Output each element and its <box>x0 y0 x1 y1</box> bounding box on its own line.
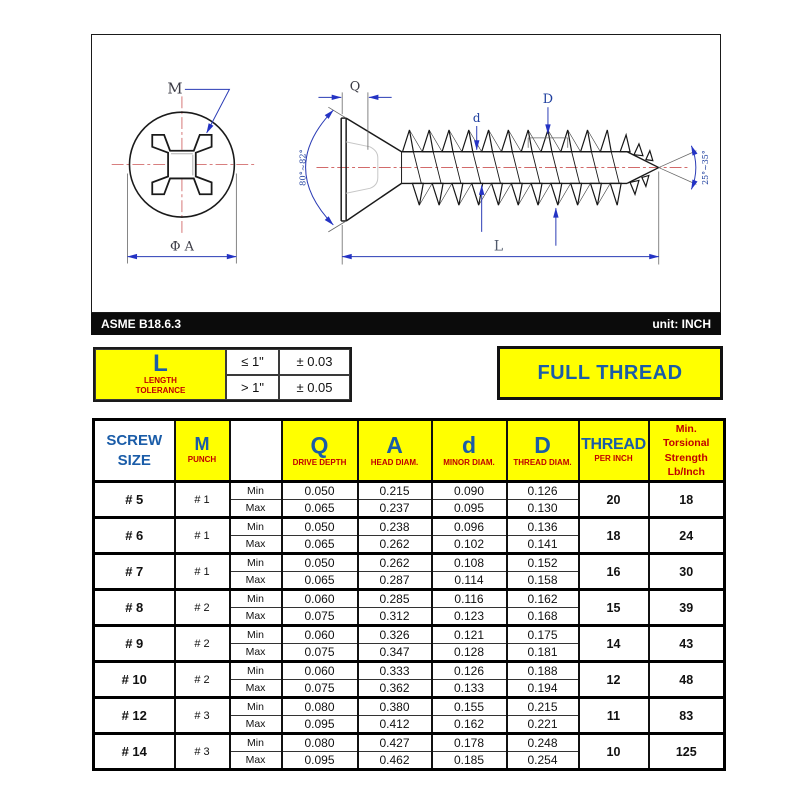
dd-min-cell: 0.136 <box>507 518 579 536</box>
header-minor-diam: d MINOR DIAM. <box>432 420 507 482</box>
table-row <box>94 482 725 500</box>
a-min-cell: 0.326 <box>358 626 432 644</box>
q-max-cell: 0.065 <box>282 536 358 554</box>
tolerance-caption-line2: TOLERANCE <box>135 385 186 395</box>
max-label-cell: Max <box>230 536 282 554</box>
header-torsional-strength: Min. Torsional Strength Lb/Inch <box>649 420 725 482</box>
length-label: L <box>493 238 504 255</box>
a-max-cell: 0.237 <box>358 500 432 518</box>
min-label-cell: Min <box>230 518 282 536</box>
q-min-cell: 0.050 <box>282 554 358 572</box>
q-max-cell: 0.095 <box>282 716 358 734</box>
min-label-cell: Min <box>230 590 282 608</box>
header-row <box>94 420 725 482</box>
dd-min-cell: 0.248 <box>507 734 579 752</box>
d-max-cell: 0.185 <box>432 752 507 770</box>
full-thread-banner <box>497 346 723 400</box>
header-screw-size: SCREW SIZE <box>94 420 175 482</box>
screw-outline <box>341 118 659 221</box>
header-empty <box>230 420 282 482</box>
strength-cell: 39 <box>649 590 725 626</box>
punch-cell: # 3 <box>175 698 230 734</box>
strength-cell: 30 <box>649 554 725 590</box>
dd-max-cell: 0.158 <box>507 572 579 590</box>
screw-size-cell: # 12 <box>94 698 175 734</box>
q-max-cell: 0.075 <box>282 608 358 626</box>
dd-min-cell: 0.126 <box>507 482 579 500</box>
side-view <box>298 79 711 264</box>
table-row <box>94 554 725 572</box>
screw-size-cell: # 6 <box>94 518 175 554</box>
d-max-cell: 0.095 <box>432 500 507 518</box>
header-punch: M PUNCH <box>175 420 230 482</box>
q-min-cell: 0.060 <box>282 662 358 680</box>
q-max-cell: 0.065 <box>282 572 358 590</box>
strength-cell: 24 <box>649 518 725 554</box>
tpi-cell: 15 <box>579 590 649 626</box>
max-label-cell: Max <box>230 716 282 734</box>
a-max-cell: 0.362 <box>358 680 432 698</box>
max-label-cell: Max <box>230 644 282 662</box>
drive-depth-label: Q <box>349 79 361 95</box>
min-label-cell: Min <box>230 698 282 716</box>
screw-size-cell: # 9 <box>94 626 175 662</box>
screw-size-cell: # 5 <box>94 482 175 518</box>
punch-cell: # 2 <box>175 590 230 626</box>
table-row <box>94 734 725 752</box>
d-min-cell: 0.178 <box>432 734 507 752</box>
tolerance-value: ± 0.03 <box>279 349 350 375</box>
strength-cell: 125 <box>649 734 725 770</box>
d-min-cell: 0.096 <box>432 518 507 536</box>
a-min-cell: 0.427 <box>358 734 432 752</box>
strength-cell: 48 <box>649 662 725 698</box>
max-label-cell: Max <box>230 608 282 626</box>
max-label-cell: Max <box>230 500 282 518</box>
min-label-cell: Min <box>230 734 282 752</box>
strength-cell: 83 <box>649 698 725 734</box>
table-row <box>94 698 725 716</box>
a-min-cell: 0.215 <box>358 482 432 500</box>
q-max-cell: 0.095 <box>282 752 358 770</box>
d-min-cell: 0.108 <box>432 554 507 572</box>
d-max-cell: 0.123 <box>432 608 507 626</box>
header-drive-depth: Q DRIVE DEPTH <box>282 420 358 482</box>
a-max-cell: 0.462 <box>358 752 432 770</box>
q-min-cell: 0.050 <box>282 518 358 536</box>
tpi-cell: 11 <box>579 698 649 734</box>
max-label-cell: Max <box>230 680 282 698</box>
tolerance-caption-line1: LENGTH <box>144 375 177 385</box>
table-row <box>94 590 725 608</box>
punch-cell: # 2 <box>175 626 230 662</box>
thread-diameter-label: D <box>542 92 554 108</box>
table-row <box>94 626 725 644</box>
a-min-cell: 0.238 <box>358 518 432 536</box>
min-label-cell: Min <box>230 482 282 500</box>
d-max-cell: 0.162 <box>432 716 507 734</box>
front-view <box>112 80 254 263</box>
d-min-cell: 0.090 <box>432 482 507 500</box>
tolerance-symbol-cell <box>95 349 226 400</box>
unit-label: unit: INCH <box>652 317 711 331</box>
min-label-cell: Min <box>230 626 282 644</box>
dd-min-cell: 0.152 <box>507 554 579 572</box>
dd-min-cell: 0.175 <box>507 626 579 644</box>
q-min-cell: 0.050 <box>282 482 358 500</box>
minor-diameter-label: d <box>472 111 481 126</box>
a-max-cell: 0.287 <box>358 572 432 590</box>
d-min-cell: 0.155 <box>432 698 507 716</box>
tpi-cell: 16 <box>579 554 649 590</box>
screw-size-cell: # 7 <box>94 554 175 590</box>
tolerance-condition: ≤ 1" <box>226 349 279 375</box>
d-max-cell: 0.133 <box>432 680 507 698</box>
screw-size-cell: # 8 <box>94 590 175 626</box>
a-min-cell: 0.333 <box>358 662 432 680</box>
table-row <box>94 662 725 680</box>
head-diameter-label: Φ A <box>169 239 194 255</box>
dd-max-cell: 0.254 <box>507 752 579 770</box>
a-max-cell: 0.347 <box>358 644 432 662</box>
q-max-cell: 0.075 <box>282 680 358 698</box>
header-thread-diam: D THREAD DIAM. <box>507 420 579 482</box>
dd-max-cell: 0.194 <box>507 680 579 698</box>
tolerance-value: ± 0.05 <box>279 375 350 401</box>
spec-table-container <box>92 418 726 771</box>
strength-cell: 43 <box>649 626 725 662</box>
d-min-cell: 0.116 <box>432 590 507 608</box>
q-min-cell: 0.080 <box>282 698 358 716</box>
q-max-cell: 0.075 <box>282 644 358 662</box>
d-min-cell: 0.121 <box>432 626 507 644</box>
dd-max-cell: 0.141 <box>507 536 579 554</box>
dd-max-cell: 0.130 <box>507 500 579 518</box>
dd-min-cell: 0.215 <box>507 698 579 716</box>
technical-drawing <box>92 35 719 311</box>
punch-cell: # 3 <box>175 734 230 770</box>
punch-cell: # 1 <box>175 554 230 590</box>
dd-min-cell: 0.162 <box>507 590 579 608</box>
punch-cell: # 1 <box>175 518 230 554</box>
standard-label: ASME B18.6.3 <box>101 317 182 331</box>
standard-bar <box>91 313 721 335</box>
table-row <box>94 518 725 536</box>
max-label-cell: Max <box>230 752 282 770</box>
a-max-cell: 0.312 <box>358 608 432 626</box>
screw-size-cell: # 14 <box>94 734 175 770</box>
a-min-cell: 0.285 <box>358 590 432 608</box>
dd-min-cell: 0.188 <box>507 662 579 680</box>
q-min-cell: 0.080 <box>282 734 358 752</box>
d-max-cell: 0.114 <box>432 572 507 590</box>
point-angle-label: 25°~35° <box>701 150 711 185</box>
q-max-cell: 0.065 <box>282 500 358 518</box>
dd-max-cell: 0.168 <box>507 608 579 626</box>
punch-cell: # 2 <box>175 662 230 698</box>
a-max-cell: 0.262 <box>358 536 432 554</box>
a-max-cell: 0.412 <box>358 716 432 734</box>
tpi-cell: 18 <box>579 518 649 554</box>
tpi-cell: 20 <box>579 482 649 518</box>
head-angle-label: 80°~82° <box>297 149 308 186</box>
upper-thread-teeth <box>403 130 653 161</box>
d-max-cell: 0.102 <box>432 536 507 554</box>
a-min-cell: 0.380 <box>358 698 432 716</box>
q-min-cell: 0.060 <box>282 590 358 608</box>
q-min-cell: 0.060 <box>282 626 358 644</box>
drawing-frame <box>91 34 721 313</box>
tpi-cell: 14 <box>579 626 649 662</box>
header-head-diam: A HEAD DIAM. <box>358 420 432 482</box>
full-thread-label: FULL THREAD <box>537 361 683 384</box>
tolerance-condition: > 1" <box>226 375 279 401</box>
min-label-cell: Min <box>230 662 282 680</box>
header-thread-per-inch: THREAD PER INCH <box>579 420 649 482</box>
dd-max-cell: 0.181 <box>507 644 579 662</box>
length-tolerance-table <box>93 347 352 402</box>
max-label-cell: Max <box>230 572 282 590</box>
recess-label: M <box>167 80 183 98</box>
punch-cell: # 1 <box>175 482 230 518</box>
dd-max-cell: 0.221 <box>507 716 579 734</box>
min-label-cell: Min <box>230 554 282 572</box>
tpi-cell: 12 <box>579 662 649 698</box>
spec-table <box>92 418 726 771</box>
a-min-cell: 0.262 <box>358 554 432 572</box>
screw-size-cell: # 10 <box>94 662 175 698</box>
tolerance-symbol: L <box>153 349 168 377</box>
d-max-cell: 0.128 <box>432 644 507 662</box>
d-min-cell: 0.126 <box>432 662 507 680</box>
tpi-cell: 10 <box>579 734 649 770</box>
strength-cell: 18 <box>649 482 725 518</box>
